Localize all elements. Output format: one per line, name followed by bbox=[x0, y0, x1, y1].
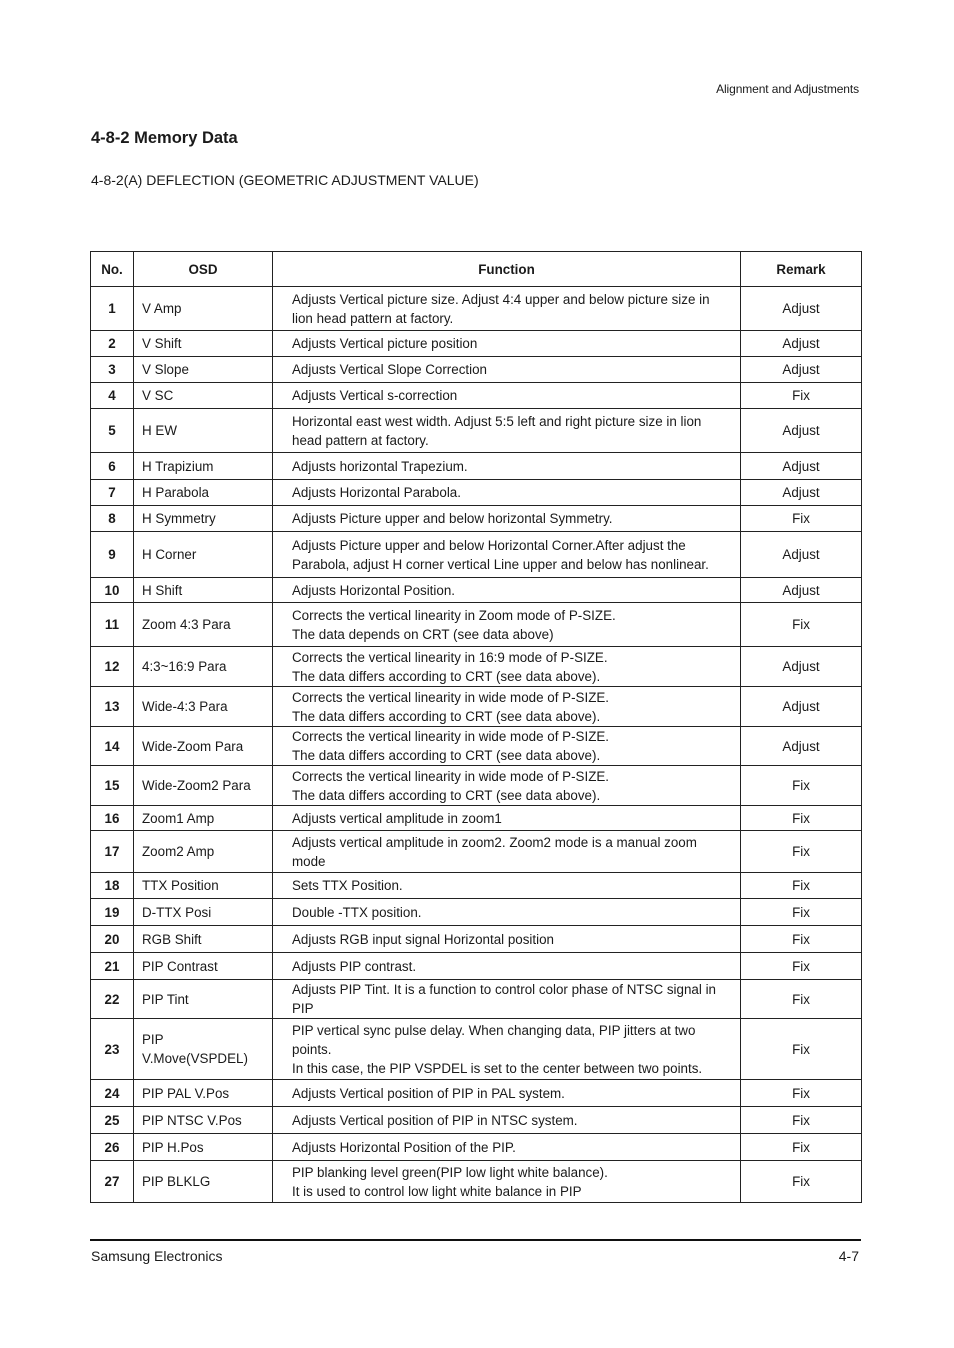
cell-osd: PIP PAL V.Pos bbox=[134, 1080, 273, 1107]
subtitle: 4-8-2(A) DEFLECTION (GEOMETRIC ADJUSTMENT VALUE) bbox=[91, 172, 479, 188]
cell-no: 4 bbox=[91, 383, 134, 409]
table-row bbox=[91, 926, 862, 953]
function-line: The data depends on CRT (see data above) bbox=[292, 626, 554, 642]
function-line: Adjusts Horizontal Position. bbox=[292, 582, 455, 598]
table-row bbox=[91, 409, 862, 453]
table-row bbox=[91, 831, 862, 873]
cell-remark: Fix bbox=[741, 766, 862, 806]
cell-no: 19 bbox=[91, 899, 134, 926]
function-line: Adjusts Vertical Slope Correction bbox=[292, 362, 488, 377]
function-line: Adjusts Vertical picture size. Adjust 4:4 upper and below picture size in bbox=[292, 291, 710, 307]
footer-company: Samsung Electronics bbox=[91, 1248, 223, 1264]
cell-remark: Adjust bbox=[741, 357, 862, 383]
memory-data-table bbox=[90, 251, 862, 1203]
function-line: mode bbox=[292, 853, 326, 869]
cell-no: 26 bbox=[91, 1134, 134, 1161]
function-line: Adjusts RGB input signal Horizontal position bbox=[292, 931, 554, 947]
function-line: The data differs according to CRT (see data above). bbox=[292, 668, 601, 684]
function-line: Parabola, adjust H corner vertical Line upper and below has nonlinear. bbox=[292, 556, 709, 572]
table-row bbox=[91, 1080, 862, 1107]
cell-no: 21 bbox=[91, 953, 134, 980]
cell-remark: Adjust bbox=[741, 532, 862, 578]
cell-remark: Adjust bbox=[741, 578, 862, 603]
cell-osd: D-TTX Posi bbox=[134, 899, 273, 926]
cell-function bbox=[273, 603, 741, 647]
function-line: Adjusts horizontal Trapezium. bbox=[292, 458, 468, 474]
function-line: PIP bbox=[292, 1001, 314, 1016]
cell-remark: Adjust bbox=[741, 687, 862, 727]
cell-function bbox=[273, 357, 741, 383]
table-row bbox=[91, 578, 862, 603]
function-line: Adjusts PIP contrast. bbox=[292, 958, 417, 974]
cell-function bbox=[273, 1080, 741, 1107]
footer-rule bbox=[90, 1239, 861, 1241]
running-header: Alignment and Adjustments bbox=[716, 82, 859, 96]
table-row bbox=[91, 806, 862, 831]
table-row bbox=[91, 687, 862, 727]
function-line: Adjusts vertical amplitude in zoom2. Zoom2 mode is a manual zoom bbox=[292, 834, 697, 850]
cell-remark: Fix bbox=[741, 506, 862, 532]
function-line: Adjusts Picture upper and below Horizontal Corner.After adjust the bbox=[292, 537, 686, 553]
cell-function bbox=[273, 1134, 741, 1161]
cell-no: 7 bbox=[91, 480, 134, 506]
cell-no: 5 bbox=[91, 409, 134, 453]
table-row bbox=[91, 532, 862, 578]
table-row bbox=[91, 1161, 862, 1203]
function-line: Corrects the vertical linearity in wide mode of P-SIZE. bbox=[292, 729, 610, 744]
cell-remark: Fix bbox=[741, 899, 862, 926]
cell-function bbox=[273, 806, 741, 831]
cell-function bbox=[273, 1161, 741, 1203]
cell-function bbox=[273, 383, 741, 409]
table-row bbox=[91, 953, 862, 980]
cell-function bbox=[273, 831, 741, 873]
cell-osd: PIP Tint bbox=[134, 980, 273, 1019]
cell-osd: Zoom 4:3 Para bbox=[134, 603, 273, 647]
function-line: Horizontal east west width. Adjust 5:5 left and right picture size in lion bbox=[292, 413, 702, 429]
cell-function bbox=[273, 687, 741, 727]
table-row bbox=[91, 647, 862, 687]
table-row bbox=[91, 603, 862, 647]
cell-remark: Adjust bbox=[741, 480, 862, 506]
function-line: PIP blanking level green(PIP low light white balance). bbox=[292, 1164, 608, 1180]
cell-no: 23 bbox=[91, 1019, 134, 1080]
table-row bbox=[91, 873, 862, 899]
cell-osd: PIP Contrast bbox=[134, 953, 273, 980]
cell-function bbox=[273, 532, 741, 578]
function-line: Corrects the vertical linearity in Zoom mode of P-SIZE. bbox=[292, 607, 616, 623]
cell-no: 17 bbox=[91, 831, 134, 873]
table-row bbox=[91, 383, 862, 409]
cell-remark: Fix bbox=[741, 873, 862, 899]
function-line: The data differs according to CRT (see data above). bbox=[292, 787, 601, 803]
function-line: Sets TTX Position. bbox=[292, 878, 403, 893]
cell-osd: V Shift bbox=[134, 331, 273, 357]
table-row bbox=[91, 357, 862, 383]
cell-function bbox=[273, 1107, 741, 1134]
function-line: points. bbox=[292, 1041, 332, 1057]
cell-remark: Fix bbox=[741, 603, 862, 647]
cell-osd: PIP V.Move(VSPDEL) bbox=[134, 1019, 273, 1080]
cell-function bbox=[273, 1019, 741, 1080]
cell-osd: H Symmetry bbox=[134, 506, 273, 532]
cell-no: 16 bbox=[91, 806, 134, 831]
function-line: In this case, the PIP VSPDEL is set to the center between two points. bbox=[292, 1060, 703, 1076]
cell-osd: H EW bbox=[134, 409, 273, 453]
function-line: Adjusts Vertical s-correction bbox=[292, 388, 458, 403]
function-line: Adjusts Vertical position of PIP in NTSC system. bbox=[292, 1112, 578, 1128]
header-remark: Remark bbox=[741, 252, 862, 287]
table-row bbox=[91, 480, 862, 506]
cell-remark: Adjust bbox=[741, 287, 862, 331]
table-row bbox=[91, 1019, 862, 1080]
cell-remark: Adjust bbox=[741, 453, 862, 480]
header-no: No. bbox=[91, 252, 134, 287]
cell-remark: Fix bbox=[741, 1019, 862, 1080]
function-line: Corrects the vertical linearity in 16:9 mode of P-SIZE. bbox=[292, 649, 608, 665]
cell-no: 24 bbox=[91, 1080, 134, 1107]
cell-function bbox=[273, 899, 741, 926]
cell-function bbox=[273, 873, 741, 899]
cell-remark: Adjust bbox=[741, 647, 862, 687]
cell-no: 10 bbox=[91, 578, 134, 603]
header-osd: OSD bbox=[134, 252, 273, 287]
cell-function bbox=[273, 926, 741, 953]
cell-no: 11 bbox=[91, 603, 134, 647]
cell-remark: Adjust bbox=[741, 331, 862, 357]
footer-page-number: 4-7 bbox=[838, 1248, 859, 1264]
table-row bbox=[91, 899, 862, 926]
cell-osd: 4:3~16:9 Para bbox=[134, 647, 273, 687]
table-row bbox=[91, 727, 862, 766]
function-line: Corrects the vertical linearity in wide mode of P-SIZE. bbox=[292, 768, 610, 784]
cell-remark: Fix bbox=[741, 806, 862, 831]
table-row bbox=[91, 287, 862, 331]
function-line: The data differs according to CRT (see data above). bbox=[292, 748, 601, 763]
cell-function bbox=[273, 287, 741, 331]
cell-no: 12 bbox=[91, 647, 134, 687]
cell-remark: Fix bbox=[741, 980, 862, 1019]
function-line: Adjusts Horizontal Parabola. bbox=[292, 485, 461, 500]
cell-remark: Fix bbox=[741, 926, 862, 953]
cell-osd: Zoom1 Amp bbox=[134, 806, 273, 831]
cell-osd: PIP BLKLG bbox=[134, 1161, 273, 1203]
function-line: Double -TTX position. bbox=[292, 904, 422, 920]
cell-function bbox=[273, 647, 741, 687]
cell-osd: PIP H.Pos bbox=[134, 1134, 273, 1161]
cell-no: 8 bbox=[91, 506, 134, 532]
cell-function bbox=[273, 766, 741, 806]
table-row bbox=[91, 1107, 862, 1134]
cell-remark: Adjust bbox=[741, 409, 862, 453]
function-line: It is used to control low light white balance in PIP bbox=[292, 1183, 582, 1199]
cell-function bbox=[273, 453, 741, 480]
cell-osd: V Amp bbox=[134, 287, 273, 331]
cell-remark: Fix bbox=[741, 953, 862, 980]
function-line: Corrects the vertical linearity in wide mode of P-SIZE. bbox=[292, 689, 610, 705]
cell-remark: Fix bbox=[741, 1134, 862, 1161]
cell-osd: H Shift bbox=[134, 578, 273, 603]
section-title: 4-8-2 Memory Data bbox=[91, 129, 238, 147]
cell-remark: Adjust bbox=[741, 727, 862, 766]
cell-osd: TTX Position bbox=[134, 873, 273, 899]
cell-function bbox=[273, 331, 741, 357]
cell-osd: H Corner bbox=[134, 532, 273, 578]
cell-function bbox=[273, 409, 741, 453]
function-line: head pattern at factory. bbox=[292, 432, 429, 448]
cell-remark: Fix bbox=[741, 1107, 862, 1134]
cell-function bbox=[273, 953, 741, 980]
cell-remark: Fix bbox=[741, 831, 862, 873]
cell-function bbox=[273, 480, 741, 506]
cell-no: 3 bbox=[91, 357, 134, 383]
cell-function bbox=[273, 506, 741, 532]
table-row bbox=[91, 766, 862, 806]
cell-no: 6 bbox=[91, 453, 134, 480]
function-line: lion head pattern at factory. bbox=[292, 310, 454, 326]
cell-no: 2 bbox=[91, 331, 134, 357]
cell-osd: PIP NTSC V.Pos bbox=[134, 1107, 273, 1134]
table-row bbox=[91, 980, 862, 1019]
cell-no: 25 bbox=[91, 1107, 134, 1134]
cell-no: 13 bbox=[91, 687, 134, 727]
cell-no: 18 bbox=[91, 873, 134, 899]
cell-no: 14 bbox=[91, 727, 134, 766]
cell-no: 15 bbox=[91, 766, 134, 806]
cell-no: 9 bbox=[91, 532, 134, 578]
function-line: Adjusts Vertical position of PIP in PAL system. bbox=[292, 1085, 565, 1101]
function-line: The data differs according to CRT (see data above). bbox=[292, 708, 601, 724]
function-line: Adjusts vertical amplitude in zoom1 bbox=[292, 810, 502, 826]
cell-no: 22 bbox=[91, 980, 134, 1019]
cell-osd: H Trapizium bbox=[134, 453, 273, 480]
cell-function bbox=[273, 727, 741, 766]
cell-osd: V SC bbox=[134, 383, 273, 409]
table-row bbox=[91, 331, 862, 357]
cell-osd: Wide-Zoom2 Para bbox=[134, 766, 273, 806]
table-row bbox=[91, 506, 862, 532]
cell-osd: Zoom2 Amp bbox=[134, 831, 273, 873]
cell-no: 27 bbox=[91, 1161, 134, 1203]
table-row bbox=[91, 1134, 862, 1161]
function-line: Adjusts Horizontal Position of the PIP. bbox=[292, 1139, 516, 1155]
cell-function bbox=[273, 980, 741, 1019]
cell-no: 1 bbox=[91, 287, 134, 331]
cell-osd: Wide-Zoom Para bbox=[134, 727, 273, 766]
cell-osd: V Slope bbox=[134, 357, 273, 383]
cell-no: 20 bbox=[91, 926, 134, 953]
table-header-row bbox=[91, 252, 862, 287]
cell-osd: H Parabola bbox=[134, 480, 273, 506]
cell-remark: Fix bbox=[741, 1161, 862, 1203]
function-line: PIP vertical sync pulse delay. When changing data, PIP jitters at two bbox=[292, 1022, 696, 1038]
cell-osd: RGB Shift bbox=[134, 926, 273, 953]
cell-remark: Fix bbox=[741, 1080, 862, 1107]
table-row bbox=[91, 453, 862, 480]
function-line: Adjusts Picture upper and below horizontal Symmetry. bbox=[292, 511, 613, 526]
cell-osd: Wide-4:3 Para bbox=[134, 687, 273, 727]
cell-function bbox=[273, 578, 741, 603]
function-line: Adjusts PIP Tint. It is a function to control color phase of NTSC signal in bbox=[292, 982, 716, 997]
function-line: Adjusts Vertical picture position bbox=[292, 336, 478, 351]
cell-remark: Fix bbox=[741, 383, 862, 409]
header-function: Function bbox=[273, 252, 741, 287]
